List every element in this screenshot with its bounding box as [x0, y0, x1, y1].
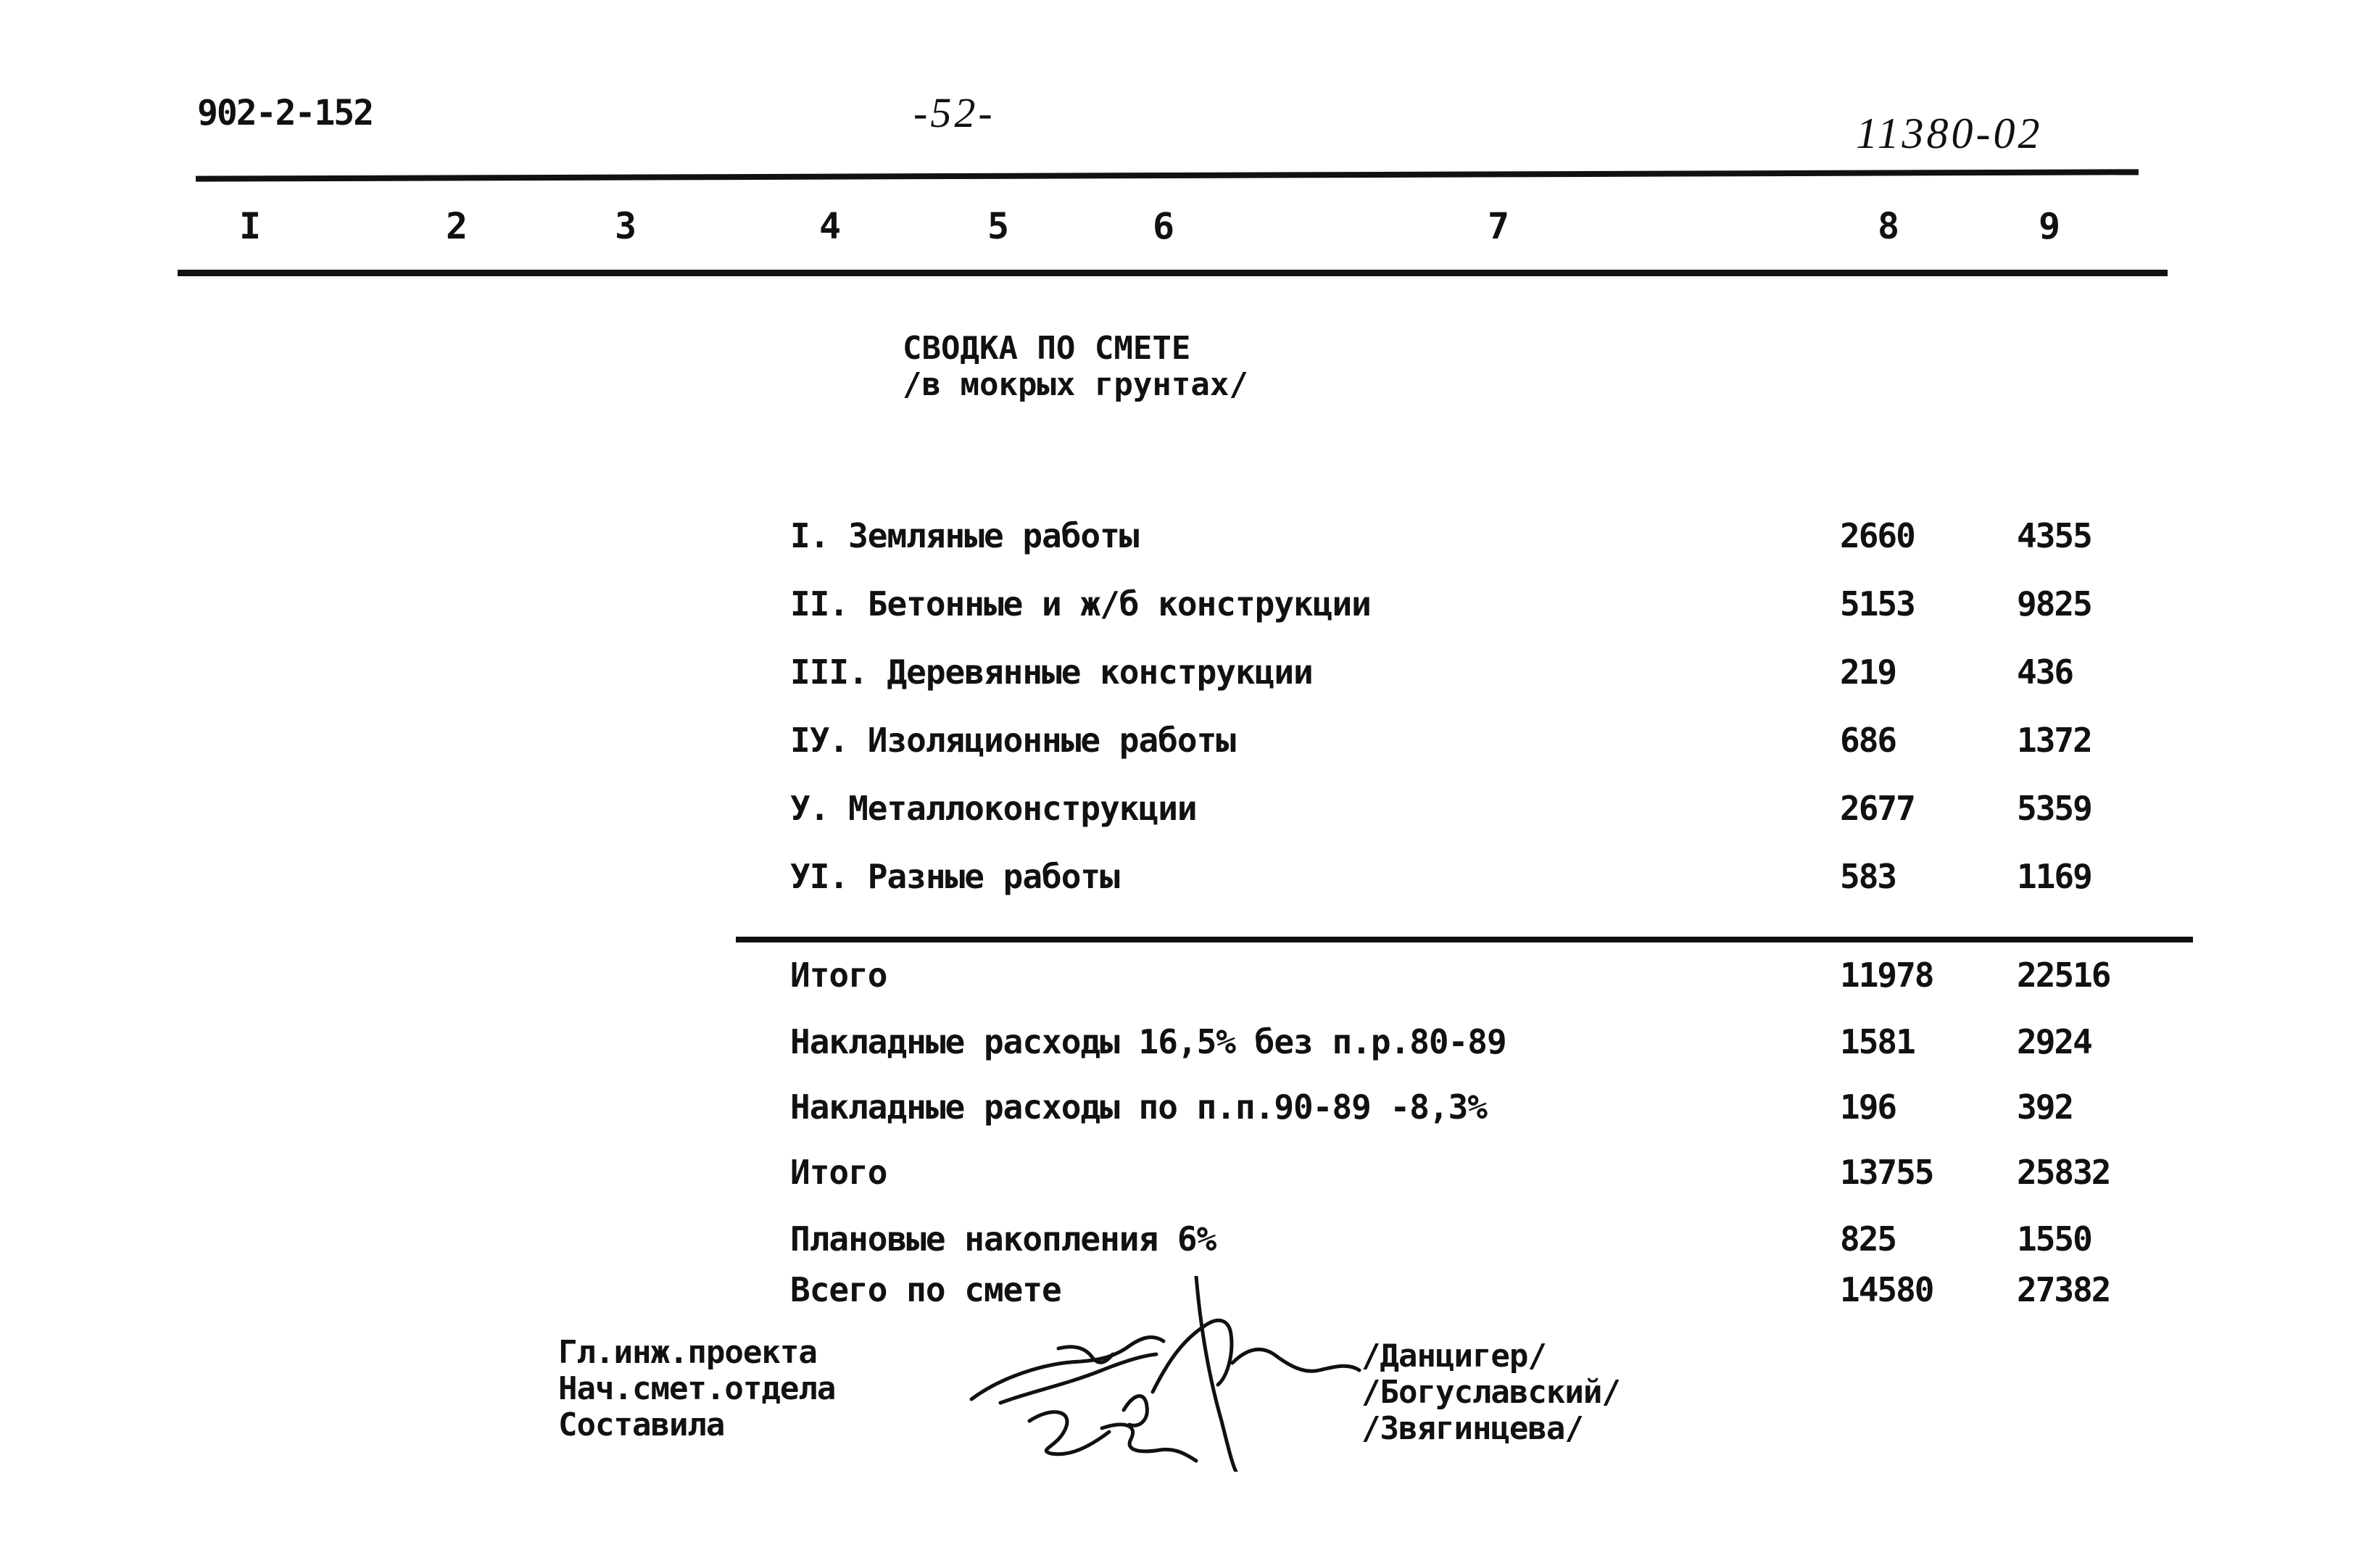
column-number: 3 [615, 205, 637, 247]
section-value-col9: 436 [2017, 652, 2073, 692]
summary-title: СВОДКА ПО СМЕТЕ [903, 330, 1191, 367]
grand-total-label: Всего по смете [790, 1270, 1061, 1309]
total-label: Плановые накопления 6% [790, 1219, 1216, 1259]
signer-role: Гл.инж.проекта [558, 1334, 817, 1371]
column-number: 5 [987, 205, 1010, 247]
total-value-col9: 1550 [2017, 1219, 2091, 1259]
section-value-col8: 2660 [1840, 516, 1915, 555]
total-label: Накладные расходы 16,5% без п.р.80-89 [790, 1022, 1506, 1061]
signer-role: Нач.смет.отдела [558, 1370, 836, 1407]
section-value-col9: 9825 [2017, 584, 2091, 623]
total-label: Накладные расходы по п.п.90-89 -8,3% [790, 1087, 1487, 1127]
signer-name: /Данцигер/ [1361, 1338, 1546, 1375]
total-value-col8: 196 [1840, 1087, 1896, 1127]
column-number: 6 [1153, 205, 1175, 247]
total-label: Итого [790, 956, 887, 995]
total-value-col8: 825 [1840, 1219, 1896, 1259]
section-label: УI. Разные работы [790, 857, 1119, 896]
grand-total-col9: 27382 [2017, 1270, 2110, 1309]
column-number: 7 [1488, 205, 1510, 247]
column-number: 9 [2039, 205, 2061, 247]
column-number: 2 [446, 205, 468, 247]
top-rule [196, 169, 2139, 181]
section-value-col8: 2677 [1840, 789, 1915, 828]
document-number: 902-2-152 [197, 93, 373, 133]
section-label: I. Земляные работы [790, 516, 1139, 555]
total-value-col8: 11978 [1840, 956, 1933, 995]
section-value-col8: 219 [1840, 652, 1896, 692]
column-header-rule [178, 270, 2168, 276]
section-value-col8: 583 [1840, 857, 1896, 896]
section-label: У. Металлоконструкции [790, 789, 1197, 828]
total-value-col8: 1581 [1840, 1022, 1915, 1061]
section-value-col8: 5153 [1840, 584, 1915, 623]
total-value-col9: 22516 [2017, 956, 2110, 995]
section-label: IУ. Изоляционные работы [790, 721, 1235, 760]
section-value-col8: 686 [1840, 721, 1896, 760]
total-value-col9: 2924 [2017, 1022, 2091, 1061]
column-number: 4 [819, 205, 842, 247]
column-number: I [239, 205, 262, 247]
total-value-col9: 25832 [2017, 1153, 2110, 1192]
section-value-col9: 1169 [2017, 857, 2091, 896]
signer-name: /Звягинцева/ [1361, 1410, 1583, 1447]
summary-subtitle: /в мокрых грунтах/ [903, 366, 1248, 403]
totals-rule [736, 937, 2193, 942]
signer-role: Составила [558, 1406, 725, 1443]
signer-name: /Богуславский/ [1361, 1374, 1620, 1411]
handwritten-signature [957, 1276, 1363, 1472]
section-label: II. Бетонные и ж/б конструкции [790, 584, 1371, 623]
section-label: III. Деревянные конструкции [790, 652, 1313, 692]
section-value-col9: 5359 [2017, 789, 2091, 828]
total-value-col8: 13755 [1840, 1153, 1933, 1192]
total-label: Итого [790, 1153, 887, 1192]
document-code: 11380-02 [1856, 109, 2043, 157]
column-number: 8 [1878, 205, 1900, 247]
grand-total-col8: 14580 [1840, 1270, 1933, 1309]
page-number: -52- [913, 89, 995, 136]
section-value-col9: 4355 [2017, 516, 2091, 555]
total-value-col9: 392 [2017, 1087, 2073, 1127]
section-value-col9: 1372 [2017, 721, 2091, 760]
